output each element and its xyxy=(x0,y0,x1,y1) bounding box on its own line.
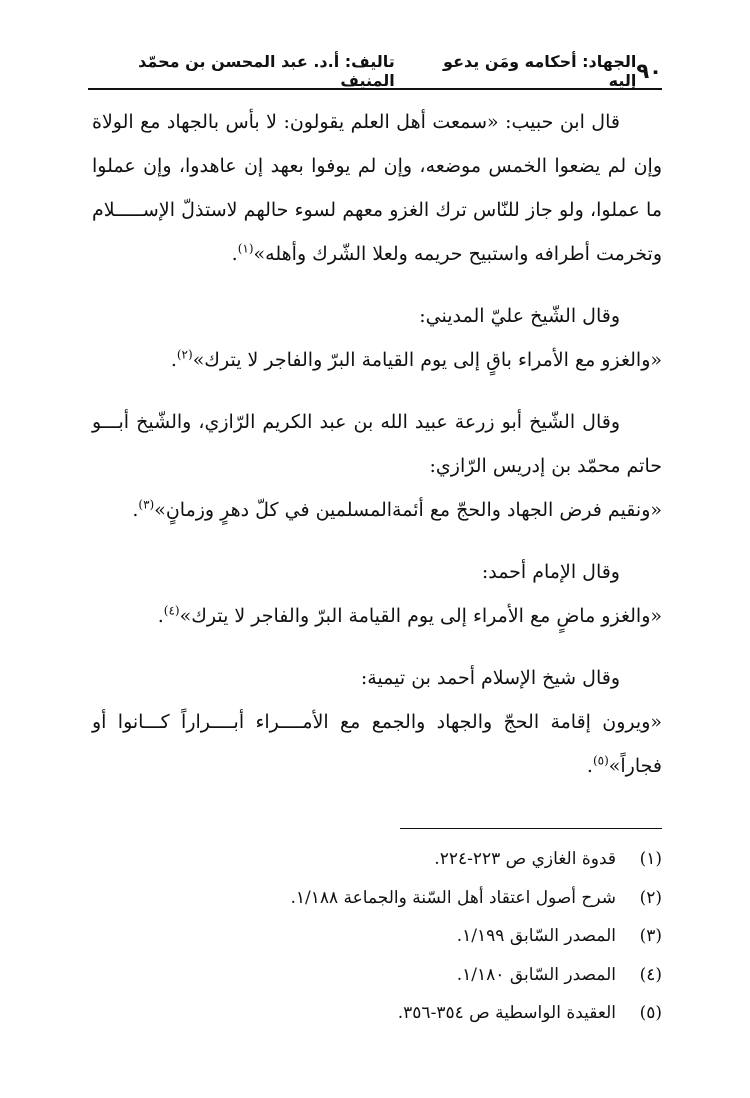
paragraph-gap xyxy=(92,276,662,294)
footnote-number: (٣) xyxy=(639,926,662,946)
paragraph-gap xyxy=(92,638,662,656)
running-header xyxy=(88,52,662,90)
paragraph-ali-madini xyxy=(92,338,662,382)
footnote-ref-2: (٢) xyxy=(176,347,193,362)
paragraph-abu-zura xyxy=(92,488,662,532)
footnote-text: قدوة الغازي ص ٢٢٣-٢٢٤. xyxy=(434,849,616,869)
paragraph-gap xyxy=(92,532,662,550)
footnote-number: (٤) xyxy=(639,964,662,985)
footnote-number: (١) xyxy=(639,849,662,869)
footnote-ref-3: (٣) xyxy=(138,497,155,512)
intro-abu-zura: وقال الشّيخ أبو زرعة عبيد الله بن عبد الكريم الرّازي، والشّيخ أبـــو حاتم محمّد بن إدريس الرّازي: xyxy=(92,411,662,477)
period: . xyxy=(170,349,177,371)
header-rule xyxy=(88,88,662,90)
footnote-item xyxy=(92,917,662,956)
period: . xyxy=(586,755,593,777)
intro-ibn-taymiyyah: وقال شيخ الإسلام أحمد بن تيمية: xyxy=(360,667,620,689)
paragraph-gap xyxy=(92,382,662,400)
footnote-number: (٥) xyxy=(639,1003,662,1023)
footnote-number: (٢) xyxy=(639,887,662,908)
period: . xyxy=(231,243,238,265)
page-number: ٩٠ xyxy=(636,59,662,83)
main-text xyxy=(92,100,662,788)
quote-ali-madini: «والغزو مع الأمراء باقٍ إلى يوم القيامة البرّ والفاجر لا يترك» xyxy=(192,349,662,371)
header-title-block xyxy=(88,52,636,90)
footnote-text: المصدر السّابق ١/١٨٠. xyxy=(456,964,616,985)
quote-abu-zura: «ونقيم فرض الجهاد والحجّ مع أئمةالمسلمين في كلّ دهرٍ وزمانٍ» xyxy=(154,499,662,521)
quote-imam-ahmad: «والغزو ماضٍ مع الأمراء إلى يوم القيامة البرّ والفاجر لا يترك» xyxy=(179,605,662,627)
period: . xyxy=(157,605,164,627)
paragraph-ibn-habib xyxy=(92,100,662,276)
footnote-ref-4: (٤) xyxy=(163,603,180,618)
period: . xyxy=(132,499,139,521)
intro-imam-ahmad: وقال الإمام أحمد: xyxy=(481,561,620,583)
footnote-text: المصدر السّابق ١/١٩٩. xyxy=(456,926,616,946)
intro-ali-madini: وقال الشّيخ عليّ المديني: xyxy=(419,305,620,327)
quote-ibn-habib: قال ابن حبيب: «سمعت أهل العلم يقولون: لا بأس بالجهاد مع الولاة وإن لم يضعوا الخمس موضعه، وإن لم يوفوا بعهد إن عاهدوا، وإن عملوا ما عملوا، ولو جاز للنّاس ترك الغزو معهم لسوء حالهم لاستذلّ الإســـــلام وتخرمت أطرافه واستبيح حريمه ولعلا الشّرك وأهله» xyxy=(92,111,662,265)
paragraph-imam-ahmad xyxy=(92,594,662,638)
footnote-ref-5: (٥) xyxy=(592,753,609,768)
footnote-rule xyxy=(400,828,662,829)
footnote-item xyxy=(92,956,662,995)
footnote-item xyxy=(92,994,662,1033)
footnote-ref-1: (١) xyxy=(237,241,254,256)
book-title: الجهاد: أحكامه ومَن يدعو إليه xyxy=(443,52,637,90)
footnote-item xyxy=(92,840,662,879)
footnotes xyxy=(92,840,662,1033)
footnote-text: العقيدة الواسطية ص ٣٥٤-٣٥٦. xyxy=(397,1003,616,1023)
paragraph-ibn-taymiyyah xyxy=(92,700,662,788)
footnote-text: شرح أصول اعتقاد أهل السّنة والجماعة ١/١٨٨. xyxy=(290,887,616,908)
author-line: تاليف: أ.د. عبد المحسن بن محمّد المنيف xyxy=(138,52,395,90)
quote-ibn-taymiyyah: «ويرون إقامة الحجّ والجهاد والجمع مع الأمــــراء أبــــراراً كـــانوا أو فجاراً» xyxy=(92,711,662,777)
footnote-item xyxy=(92,879,662,918)
